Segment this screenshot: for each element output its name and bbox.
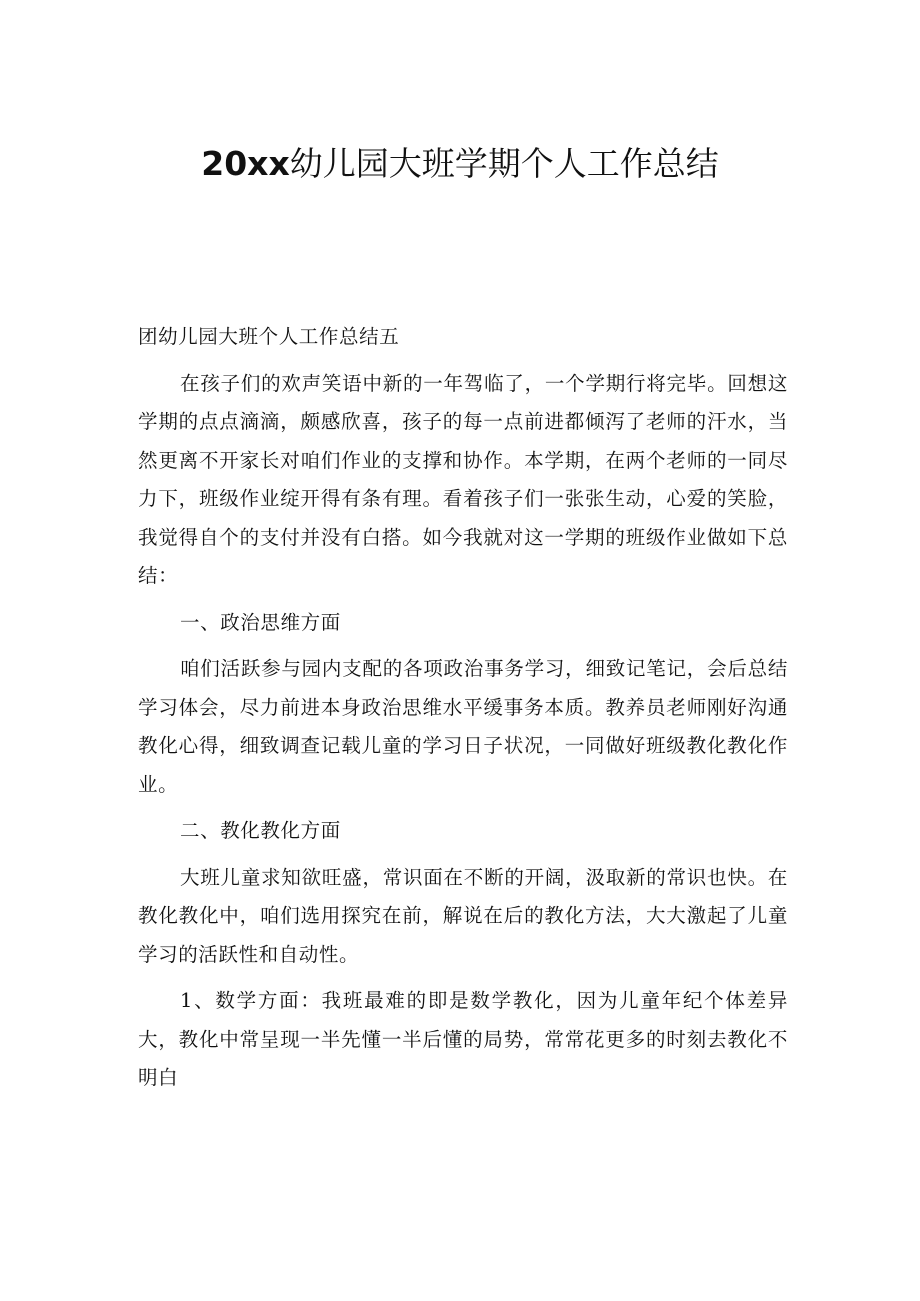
section-heading-politics: 一、政治思维方面 <box>180 610 341 634</box>
math-paragraph: 1、数学方面：我班最难的即是数学教化，因为儿童年纪个体差异大，教化中常呈现一半先懂一半后懂的局势，常常花更多的时刻去教化不明白 <box>138 989 788 1089</box>
section-heading-education: 二、教化教化方面 <box>180 819 341 842</box>
politics-paragraph: 咱们活跃参与园内支配的各项政治事务学习，细致记笔记，会后总结学习体会，尽力前进本身政治思维水平缓事务本质。教养员老师刚好沟通教化心得，细致调查记载儿童的学习日子状况，一同做好班级教化教化作业。 <box>138 657 788 796</box>
education-paragraph: 大班儿童求知欲旺盛，常识面在不断的开阔，汲取新的常识也快。在教化教化中，咱们选用探究在前，解说在后的教化方法，大大激起了儿童学习的活跃性和自动性。 <box>138 865 788 966</box>
subtitle: 团幼儿园大班个人工作总结五 <box>138 325 400 348</box>
document-body <box>138 318 788 1098</box>
title-prefix: 20xx <box>201 144 290 183</box>
title-text: 幼儿园大班学期个人工作总结 <box>289 144 719 183</box>
document-title <box>0 140 920 188</box>
intro-paragraph: 在孩子们的欢声笑语中新的一年驾临了，一个学期行将完毕。回想这学期的点点滴滴，颇感欣喜，孩子的每一点前进都倾泻了老师的汗水，当然更离不开家长对咱们作业的支撑和协作。本学期，在两个老师的一同尽力下，班级作业绽开得有条有理。看着孩子们一张张生动，心爱的笑脸，我觉得自个的支付并没有白搭。如今我就对这一学期的班级作业做如下总结： <box>138 371 788 587</box>
